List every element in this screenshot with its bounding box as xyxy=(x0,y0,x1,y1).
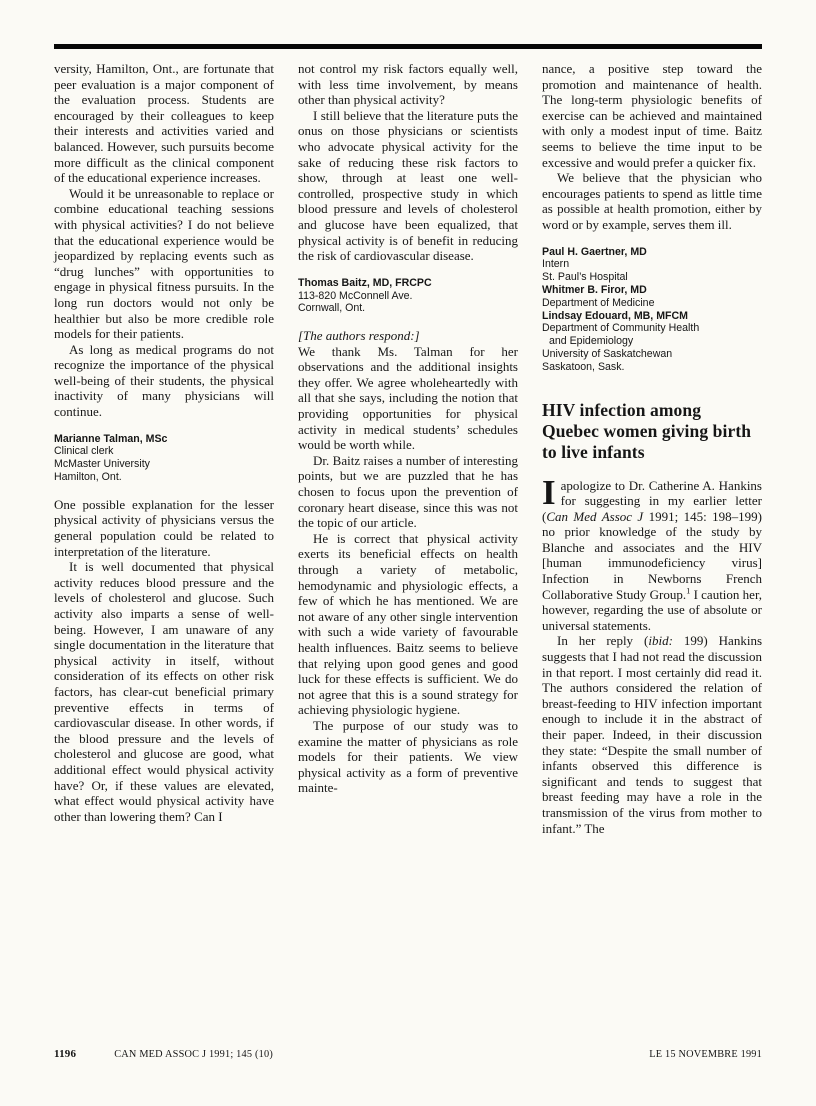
signature-block-baitz xyxy=(298,277,518,315)
text-segment-italic: ibid: xyxy=(648,633,673,649)
journal-citation: CAN MED ASSOC J 1991; 145 (10) xyxy=(114,1049,273,1060)
signature-line: McMaster University xyxy=(54,458,150,471)
paragraph: The purpose of our study was to examine the matter of physicians as role models for their patients. We view physical activity as a form of preventive mainte- xyxy=(298,717,518,796)
text-segment: apologize to Dr. Catherine A. Hankins for suggesting in my earlier letter ( xyxy=(542,477,762,524)
paragraph: We thank Ms. Talman for her observations and the additional insights they offer. We agree wholeheartedly with all that she says, including the notion that providing opportunities for physical activity in medical students’ schedules would be worth while. xyxy=(298,343,518,453)
drop-cap: I xyxy=(542,472,556,512)
top-rule xyxy=(54,44,762,49)
text-segment: 199) Hankins suggests that I had not read the discussion in that report. I most certainly did read it. The authors considered the relation of breast-feeding to HIV infection important enough to include it in the abstract of their paper. Indeed, in their discussion they state: “Despite the small number of infants observed this difference is significant and tends to suggest that breast feeding may have a role in the transmission of the virus from mother to infant.” The xyxy=(542,633,762,836)
text-segment: 1991; 145: 198–199) no prior knowledge of the study by Blanche and associates and the HIV [human immunodeficiency virus] Infection in Newborns French Collaborative Study Group. xyxy=(542,508,762,602)
paragraph: It is well documented that physical activity reduces blood pressure and the levels of cholesterol and glucose. Such activity also imparts a sense of well-being. However, I am unaware of any single documentation in the literature that physical activity in itself, without consideration of its effects on other risk factors, has clear-cut beneficial primary preventive effects in terms of cardiovascular disease. In other words, if the blood pressure and the levels of cholesterol and glucose are good, what additional effect would physical activity have? Or, if these values are elevated, what effect would physical activity have other than lowering them? Can I xyxy=(54,559,274,824)
paragraph: One possible explanation for the lesser physical activity of physicians versus the general population could be related to interpretation of the literature. xyxy=(54,496,274,559)
signature-name: Marianne Talman, MSc xyxy=(54,432,168,445)
paragraph: We believe that the physician who encourages patients to spend as little time as possible at health promotion, either by word or by example, serves them ill. xyxy=(542,170,762,232)
paragraph: As long as medical programs do not recognize the importance of the physical well-being of their students, the physical inactivity of many physicians will continue. xyxy=(54,341,274,420)
column-2 xyxy=(298,61,518,836)
signature-line: University of Saskatchewan xyxy=(542,347,673,360)
footer-date: LE 15 NOVEMBRE 1991 xyxy=(649,1049,762,1060)
paragraph: not control my risk factors equally well, with less time involvement, by means other than physical activity? xyxy=(298,61,518,108)
signature-name: Whitmer B. Firor, MD xyxy=(542,283,647,296)
signature-line: St. Paul’s Hospital xyxy=(542,271,628,284)
text-segment-italic: Can Med Assoc J xyxy=(546,508,644,524)
signature-line: Clinical clerk xyxy=(54,445,114,458)
signature-name: Thomas Baitz, MD, FRCPC xyxy=(298,276,432,289)
signature-block-talman xyxy=(54,433,274,484)
paragraph xyxy=(542,633,762,836)
reference-superscript: 1 xyxy=(686,585,691,596)
paragraph: Would it be unreasonable to replace or combine educational teaching sessions with physical activities? I do not believe that the educational experience would be jeopardized by replacing events such as “drug lunches” with opportunities to engage in physical fitness pursuits. In the long run doctors would not only be healthier but also be more credible role models for their patients. xyxy=(54,185,274,342)
letter-title-hiv: HIV infection among Quebec women giving birth to live infants xyxy=(542,399,752,462)
signature-line: Department of Medicine xyxy=(542,296,655,309)
paragraph: Dr. Baitz raises a number of interesting points, but we are puzzled that he has chosen to focus upon the prevention of coronary heart disease, since this was not the topic of our article. xyxy=(298,452,518,531)
paragraph: nance, a positive step toward the promotion and maintenance of health. The long-term physiologic benefits of exercise can be achieved and maintained with only a modest input of time. Baitz seems to believe the time input to be excessive and would prefer a quicker fix. xyxy=(542,61,762,170)
page-number: 1196 xyxy=(54,1048,77,1060)
signature-block-gaertner xyxy=(542,246,762,374)
paragraph: He is correct that physical activity exerts its beneficial effects on health through a variety of metabolic, hemodynamic and physiologic effects, a few of which he has mentioned. We are not aware of any other single intervention with such a wide variety of favourable health influences. Baitz seems to believe that relying upon good genes and good luck for these effects is sufficient. We do not agree that this is a sound strategy for achieving physiologic hygiene. xyxy=(298,530,518,718)
paragraph: versity, Hamilton, Ont., are fortunate that peer evaluation is a major component of the evaluation process. Students are encouraged by their colleagues to keep their interests and activities varied and balanced. However, such pursuits become more difficult as the clinical component of the educational experience increases. xyxy=(54,61,274,186)
paragraph: I still believe that the literature puts the onus on those physicians or scientists who advocate physical activity for the sake of reducing these risk factors to show, through at least one well-controlled, prospective study in which blood pressure and levels of cholesterol and glucose have been equalized, that physical activity is of benefit in reducing the risk of cardiovascular disease. xyxy=(298,107,518,264)
signature-line: Cornwall, Ont. xyxy=(298,302,366,315)
column-3 xyxy=(542,61,762,836)
text-segment: In her reply ( xyxy=(557,633,649,649)
signature-line: and Epidemiology xyxy=(549,335,634,348)
text-segment: I caution her, however, regarding the use of absolute or universal statements. xyxy=(542,586,762,633)
column-1 xyxy=(54,61,274,836)
footer-left xyxy=(54,1048,273,1060)
signature-line: Department of Community Health xyxy=(542,322,700,335)
signature-line: Saskatoon, Sask. xyxy=(542,360,625,373)
signature-line: Intern xyxy=(542,258,570,271)
authors-respond-label: [The authors respond:] xyxy=(298,328,420,344)
signature-name: Lindsay Edouard, MB, MFCM xyxy=(542,309,688,322)
page-content xyxy=(54,61,762,836)
signature-name: Paul H. Gaertner, MD xyxy=(542,245,647,258)
signature-line: Hamilton, Ont. xyxy=(54,471,122,484)
paragraph-dropcap xyxy=(542,472,762,634)
signature-line: 113-820 McConnell Ave. xyxy=(298,289,413,302)
page-footer xyxy=(54,1048,762,1060)
